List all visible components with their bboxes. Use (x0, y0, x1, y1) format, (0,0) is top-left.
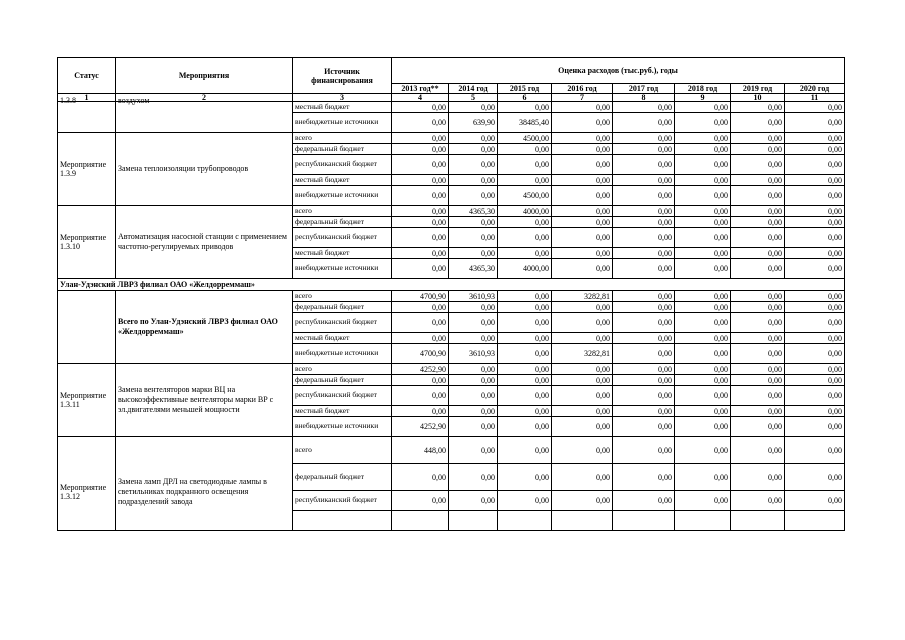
value-cell: 0,00 (552, 144, 613, 155)
column-number: 7 (552, 94, 613, 102)
value-cell: 0,00 (731, 144, 785, 155)
value-cell: 0,00 (392, 228, 449, 248)
value-cell: 0,00 (731, 186, 785, 206)
value-cell: 0,00 (675, 248, 731, 259)
value-cell: 0,00 (552, 102, 613, 113)
header-status: Статус (58, 58, 116, 94)
empty-cell (675, 511, 731, 531)
value-cell: 0,00 (449, 175, 498, 186)
header-estimate: Оценка расходов (тыс.руб.), годы (392, 58, 845, 84)
column-number: 4 (392, 94, 449, 102)
value-cell: 0,00 (675, 228, 731, 248)
value-cell: 0,00 (449, 155, 498, 175)
value-cell: 0,00 (392, 217, 449, 228)
source-cell: всего (293, 291, 392, 302)
value-cell: 0,00 (552, 491, 613, 511)
header-year: 2015 год (498, 84, 552, 94)
value-cell: 0,00 (731, 375, 785, 386)
value-cell: 0,00 (552, 113, 613, 133)
budget-table (57, 57, 845, 531)
empty-cell (293, 511, 392, 531)
value-cell: 0,00 (613, 206, 675, 217)
value-cell: 0,00 (498, 291, 552, 302)
value-cell: 0,00 (675, 437, 731, 464)
value-cell: 0,00 (785, 248, 845, 259)
source-cell: местный бюджет (293, 333, 392, 344)
value-cell: 3282,81 (552, 291, 613, 302)
section-title: Улан-Удэнский ЛВРЗ филиал ОАО «Желдорреммаш» (58, 279, 845, 291)
value-cell: 0,00 (449, 302, 498, 313)
value-cell: 0,00 (785, 155, 845, 175)
source-cell: местный бюджет (293, 248, 392, 259)
value-cell: 0,00 (392, 175, 449, 186)
value-cell: 0,00 (613, 259, 675, 279)
source-cell: внебюджетные источники (293, 344, 392, 364)
value-cell: 0,00 (449, 437, 498, 464)
value-cell: 0,00 (449, 248, 498, 259)
value-cell: 0,00 (785, 437, 845, 464)
value-cell: 0,00 (552, 248, 613, 259)
value-cell: 0,00 (675, 113, 731, 133)
value-cell: 0,00 (392, 155, 449, 175)
value-cell: 0,00 (498, 437, 552, 464)
value-cell: 0,00 (675, 375, 731, 386)
column-number: 1 (58, 94, 116, 102)
value-cell: 0,00 (675, 364, 731, 375)
value-cell: 0,00 (731, 217, 785, 228)
value-cell: 0,00 (392, 206, 449, 217)
value-cell: 0,00 (675, 417, 731, 437)
value-cell: 0,00 (552, 155, 613, 175)
measure-text: воздухом (118, 96, 150, 105)
value-cell: 0,00 (731, 313, 785, 333)
value-cell: 0,00 (449, 364, 498, 375)
value-cell: 4700,90 (392, 344, 449, 364)
source-cell: федеральный бюджет (293, 217, 392, 228)
value-cell: 0,00 (785, 333, 845, 344)
column-number: 3 (293, 94, 392, 102)
source-cell: республиканский бюджет (293, 386, 392, 406)
status-cell (58, 437, 116, 531)
value-cell: 0,00 (613, 133, 675, 144)
value-cell: 0,00 (613, 437, 675, 464)
empty-cell (552, 511, 613, 531)
value-cell: 0,00 (613, 464, 675, 491)
value-cell: 38485,40 (498, 113, 552, 133)
header-year: 2017 год (613, 84, 675, 94)
measure-cell: Замена вентеляторов марки ВЦ на высокоэффективные вентеляторы марки ВР с эл.двигателями меньшей мощности (116, 364, 293, 437)
value-cell: 0,00 (498, 406, 552, 417)
value-cell: 4365,30 (449, 206, 498, 217)
value-cell: 3610,93 (449, 291, 498, 302)
value-cell: 0,00 (731, 248, 785, 259)
column-number: 10 (731, 94, 785, 102)
source-cell: федеральный бюджет (293, 375, 392, 386)
value-cell: 0,00 (552, 417, 613, 437)
value-cell: 0,00 (392, 248, 449, 259)
value-cell: 0,00 (498, 375, 552, 386)
value-cell: 0,00 (785, 206, 845, 217)
value-cell: 0,00 (552, 259, 613, 279)
value-cell: 0,00 (392, 259, 449, 279)
value-cell: 0,00 (731, 437, 785, 464)
value-cell: 0,00 (552, 175, 613, 186)
value-cell: 0,00 (552, 206, 613, 217)
value-cell: 0,00 (731, 302, 785, 313)
value-cell: 0,00 (449, 417, 498, 437)
header-year: 2016 год (552, 84, 613, 94)
source-cell: внебюджетные источники (293, 186, 392, 206)
value-cell: 0,00 (613, 386, 675, 406)
value-cell: 4700,90 (392, 291, 449, 302)
value-cell: 0,00 (449, 102, 498, 113)
value-cell: 0,00 (392, 406, 449, 417)
value-cell: 448,00 (392, 437, 449, 464)
source-cell: всего (293, 133, 392, 144)
value-cell: 0,00 (498, 175, 552, 186)
table-row (58, 437, 845, 464)
value-cell: 0,00 (785, 344, 845, 364)
value-cell: 0,00 (731, 155, 785, 175)
value-cell: 0,00 (613, 302, 675, 313)
value-cell: 0,00 (785, 386, 845, 406)
empty-cell (731, 511, 785, 531)
value-cell: 0,00 (449, 491, 498, 511)
value-cell: 4000,00 (498, 259, 552, 279)
value-cell: 0,00 (449, 333, 498, 344)
value-cell: 0,00 (392, 302, 449, 313)
value-cell: 0,00 (449, 464, 498, 491)
measure-cell: Всего по Улан-Удэнский ЛВРЗ филиал ОАО «Желдорреммаш» (116, 291, 293, 364)
value-cell: 0,00 (675, 302, 731, 313)
value-cell: 0,00 (785, 228, 845, 248)
value-cell: 0,00 (613, 155, 675, 175)
value-cell: 0,00 (613, 175, 675, 186)
value-cell: 0,00 (675, 175, 731, 186)
value-cell: 0,00 (785, 113, 845, 133)
status-cell (58, 96, 116, 133)
status-cell (58, 291, 116, 364)
value-cell: 0,00 (498, 386, 552, 406)
value-cell: 0,00 (613, 406, 675, 417)
value-cell: 3610,93 (449, 344, 498, 364)
value-cell: 0,00 (785, 144, 845, 155)
source-cell: местный бюджет (293, 102, 392, 113)
value-cell: 4365,30 (449, 259, 498, 279)
value-cell: 0,00 (498, 144, 552, 155)
column-number: 9 (675, 94, 731, 102)
source-cell: республиканский бюджет (293, 313, 392, 333)
value-cell: 0,00 (498, 417, 552, 437)
value-cell: 0,00 (785, 364, 845, 375)
value-cell: 0,00 (675, 406, 731, 417)
value-cell: 0,00 (392, 133, 449, 144)
value-cell: 0,00 (613, 491, 675, 511)
value-cell: 0,00 (731, 386, 785, 406)
value-cell: 0,00 (613, 313, 675, 333)
value-cell: 0,00 (731, 113, 785, 133)
section-row (58, 279, 845, 291)
value-cell: 0,00 (392, 102, 449, 113)
value-cell: 0,00 (731, 291, 785, 302)
header-year: 2013 год** (392, 84, 449, 94)
value-cell: 0,00 (392, 113, 449, 133)
value-cell: 0,00 (498, 333, 552, 344)
value-cell: 0,00 (675, 206, 731, 217)
value-cell: 0,00 (675, 144, 731, 155)
value-cell: 0,00 (552, 375, 613, 386)
value-cell: 0,00 (613, 364, 675, 375)
value-cell: 0,00 (552, 313, 613, 333)
value-cell: 0,00 (613, 186, 675, 206)
status-cell: Мероприятие 1.3.11 (58, 364, 116, 437)
header-year: 2019 год (731, 84, 785, 94)
value-cell: 0,00 (675, 344, 731, 364)
value-cell: 0,00 (675, 333, 731, 344)
value-cell: 3282,81 (552, 344, 613, 364)
value-cell: 4252,90 (392, 364, 449, 375)
value-cell: 0,00 (675, 259, 731, 279)
value-cell: 0,00 (552, 406, 613, 417)
value-cell: 0,00 (731, 228, 785, 248)
value-cell: 0,00 (449, 144, 498, 155)
value-cell: 0,00 (552, 186, 613, 206)
value-cell: 4252,90 (392, 417, 449, 437)
value-cell: 0,00 (498, 464, 552, 491)
value-cell: 0,00 (613, 113, 675, 133)
source-cell: республиканский бюджет (293, 228, 392, 248)
value-cell: 0,00 (785, 186, 845, 206)
value-cell: 0,00 (785, 102, 845, 113)
value-cell: 0,00 (675, 133, 731, 144)
source-cell: федеральный бюджет (293, 302, 392, 313)
value-cell: 0,00 (675, 291, 731, 302)
value-cell: 0,00 (392, 386, 449, 406)
column-number: 5 (449, 94, 498, 102)
measure-text: Замена ламп ДРЛ на светодиодные лампы в светильниках подкранного освещения подразделений завода (118, 477, 267, 506)
value-cell: 0,00 (392, 186, 449, 206)
source-cell: республиканский бюджет (293, 155, 392, 175)
value-cell: 0,00 (449, 217, 498, 228)
value-cell: 0,00 (498, 302, 552, 313)
measure-cell: Автоматизация насосной станции с применением частотно-регулируемых приводов (116, 206, 293, 279)
value-cell: 0,00 (498, 248, 552, 259)
value-cell: 639,90 (449, 113, 498, 133)
value-cell: 0,00 (785, 291, 845, 302)
value-cell: 0,00 (785, 417, 845, 437)
value-cell: 0,00 (552, 364, 613, 375)
value-cell: 0,00 (785, 175, 845, 186)
value-cell: 0,00 (498, 364, 552, 375)
value-cell: 0,00 (552, 302, 613, 313)
source-cell: всего (293, 364, 392, 375)
value-cell: 0,00 (675, 217, 731, 228)
value-cell: 0,00 (392, 491, 449, 511)
value-cell: 0,00 (449, 313, 498, 333)
column-number: 11 (785, 94, 845, 102)
value-cell: 0,00 (731, 464, 785, 491)
value-cell: 0,00 (613, 375, 675, 386)
value-cell: 0,00 (785, 491, 845, 511)
value-cell: 0,00 (498, 155, 552, 175)
value-cell: 0,00 (498, 344, 552, 364)
value-cell: 0,00 (498, 491, 552, 511)
value-cell: 0,00 (613, 102, 675, 113)
value-cell: 0,00 (449, 406, 498, 417)
value-cell: 0,00 (785, 313, 845, 333)
empty-cell (498, 511, 552, 531)
empty-cell (613, 511, 675, 531)
value-cell: 0,00 (392, 375, 449, 386)
value-cell: 0,00 (552, 228, 613, 248)
header-source: Источник финансирования (293, 58, 392, 94)
value-cell: 0,00 (675, 102, 731, 113)
value-cell: 0,00 (613, 248, 675, 259)
value-cell: 0,00 (552, 437, 613, 464)
value-cell: 0,00 (613, 217, 675, 228)
column-number: 6 (498, 94, 552, 102)
value-cell: 0,00 (785, 406, 845, 417)
column-number: 2 (116, 94, 293, 102)
value-cell: 0,00 (785, 133, 845, 144)
table-row (58, 364, 845, 375)
value-cell: 0,00 (785, 217, 845, 228)
table-row (58, 291, 845, 302)
source-cell: внебюджетные источники (293, 113, 392, 133)
value-cell: 0,00 (449, 375, 498, 386)
source-cell: местный бюджет (293, 406, 392, 417)
value-cell: 0,00 (675, 386, 731, 406)
value-cell: 0,00 (675, 464, 731, 491)
value-cell: 0,00 (731, 206, 785, 217)
value-cell: 0,00 (731, 364, 785, 375)
value-cell: 0,00 (392, 313, 449, 333)
value-cell: 0,00 (731, 175, 785, 186)
value-cell: 0,00 (675, 491, 731, 511)
header-measure: Мероприятия (116, 58, 293, 94)
header-year: 2014 год (449, 84, 498, 94)
value-cell: 0,00 (613, 228, 675, 248)
value-cell: 0,00 (731, 406, 785, 417)
header-year: 2020 год (785, 84, 845, 94)
value-cell: 0,00 (449, 186, 498, 206)
source-cell: федеральный бюджет (293, 464, 392, 491)
value-cell: 0,00 (498, 102, 552, 113)
empty-cell (449, 511, 498, 531)
value-cell: 0,00 (498, 228, 552, 248)
value-cell: 0,00 (731, 102, 785, 113)
value-cell: 0,00 (552, 217, 613, 228)
source-cell: местный бюджет (293, 175, 392, 186)
value-cell: 4500,00 (498, 133, 552, 144)
column-number: 8 (613, 94, 675, 102)
value-cell: 0,00 (613, 333, 675, 344)
value-cell: 0,00 (449, 386, 498, 406)
value-cell: 0,00 (675, 313, 731, 333)
status-text: 1.3.8 (60, 96, 76, 105)
value-cell: 0,00 (392, 144, 449, 155)
source-cell: республиканский бюджет (293, 491, 392, 511)
value-cell: 4500,00 (498, 186, 552, 206)
value-cell: 0,00 (785, 375, 845, 386)
source-cell: всего (293, 206, 392, 217)
value-cell: 4000,00 (498, 206, 552, 217)
value-cell: 0,00 (731, 333, 785, 344)
value-cell: 0,00 (392, 464, 449, 491)
value-cell: 0,00 (731, 259, 785, 279)
table-row (58, 102, 845, 113)
value-cell: 0,00 (613, 291, 675, 302)
empty-cell (785, 511, 845, 531)
header-year: 2018 год (675, 84, 731, 94)
source-cell: внебюджетные источники (293, 417, 392, 437)
value-cell: 0,00 (675, 186, 731, 206)
value-cell: 0,00 (552, 386, 613, 406)
status-cell: Мероприятие 1.3.9 (58, 133, 116, 206)
value-cell: 0,00 (613, 144, 675, 155)
value-cell: 0,00 (552, 133, 613, 144)
value-cell: 0,00 (675, 155, 731, 175)
value-cell: 0,00 (613, 417, 675, 437)
value-cell: 0,00 (498, 313, 552, 333)
source-cell: всего (293, 437, 392, 464)
source-cell: федеральный бюджет (293, 144, 392, 155)
value-cell: 0,00 (552, 464, 613, 491)
value-cell: 0,00 (731, 491, 785, 511)
empty-cell (392, 511, 449, 531)
table-row (58, 133, 845, 144)
value-cell: 0,00 (449, 133, 498, 144)
status-cell: Мероприятие 1.3.10 (58, 206, 116, 279)
value-cell: 0,00 (785, 302, 845, 313)
measure-cell: Замена теплоизоляции трубопроводов (116, 133, 293, 206)
measure-cell (116, 96, 293, 133)
value-cell: 0,00 (731, 133, 785, 144)
budget-table-page (57, 57, 845, 564)
value-cell: 0,00 (552, 333, 613, 344)
value-cell: 0,00 (449, 228, 498, 248)
measure-cell (116, 437, 293, 531)
value-cell: 0,00 (731, 344, 785, 364)
status-text: Мероприятие 1.3.12 (60, 483, 107, 501)
value-cell: 0,00 (613, 344, 675, 364)
value-cell: 0,00 (392, 333, 449, 344)
value-cell: 0,00 (498, 217, 552, 228)
table-row (58, 206, 845, 217)
value-cell: 0,00 (785, 464, 845, 491)
source-cell: внебюджетные источники (293, 259, 392, 279)
value-cell: 0,00 (785, 259, 845, 279)
value-cell: 0,00 (731, 417, 785, 437)
